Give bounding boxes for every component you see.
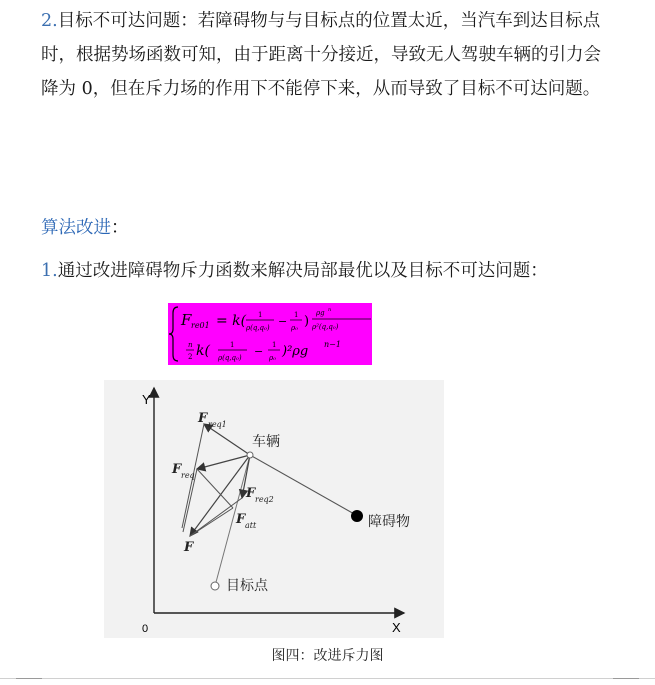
- coef-den: 2: [188, 353, 193, 361]
- obstacle-dot: [351, 510, 363, 522]
- label-f-req2-sub: req2: [255, 495, 274, 504]
- label-f-att-sub: att: [245, 521, 257, 530]
- y-axis-label: Y: [142, 392, 151, 407]
- point-text: 通过改进障碍物斥力函数来解决局部最优以及目标不可达问题：: [57, 261, 548, 281]
- label-f-req2: F: [246, 486, 256, 501]
- line2-frac1-den: ρ(q,q₀): [218, 354, 242, 362]
- minus-sign: −: [278, 315, 288, 328]
- parallelogram-side-4: [190, 508, 233, 536]
- paragraph-goal-unreachable: [41, 4, 611, 106]
- x-axis-label: X: [392, 620, 401, 635]
- line2-frac2-num: 1: [272, 341, 277, 349]
- frac1-den: ρ(q,q₀): [246, 324, 270, 332]
- line2-exp: n−1: [324, 340, 341, 349]
- formula-lhs-sub: re01: [191, 321, 210, 330]
- label-f-req1-sub: req1: [208, 420, 227, 429]
- improved-repulsion-diagram: [104, 380, 444, 638]
- label-f-req1: F: [198, 411, 208, 426]
- frac2-num: 1: [294, 311, 299, 319]
- diagram-svg: [104, 380, 444, 638]
- line2-frac1-num: 1: [230, 341, 235, 349]
- formula-brace: [169, 307, 178, 361]
- vehicle-label: 车辆: [252, 434, 280, 450]
- formula-eq: = k(: [216, 313, 247, 329]
- frac3-num: ρg: [316, 309, 325, 317]
- goal-point: [211, 582, 219, 590]
- label-f-att: F: [236, 512, 246, 527]
- coef-num: n: [188, 341, 193, 349]
- label-f-req-sub: req: [181, 471, 195, 480]
- heading-colon: ：: [111, 218, 129, 238]
- frac3-sup: n: [328, 307, 332, 313]
- repulsive-force-formula: [168, 303, 372, 365]
- point-number: 1.: [41, 261, 58, 281]
- parallelogram-side-3: [190, 498, 242, 536]
- page-bottom-border: [0, 678, 655, 679]
- label-f-total: F: [184, 540, 194, 555]
- heading-title: 算法改进: [41, 218, 111, 238]
- formula-lhs: F: [181, 311, 192, 329]
- improvement-point-1: [41, 257, 548, 282]
- vehicle-point: [247, 452, 253, 458]
- goal-label: 目标点: [226, 578, 268, 594]
- formula-svg: [168, 303, 372, 365]
- section-heading: [41, 214, 129, 239]
- paragraph-text: 目标不可达问题：若障碍物与与目标点的位置太近，当汽车到达目标点时，根据势场函数可知，由于距离十分接近，导致无人驾驶车辆的引力会降为 0，但在斥力场的作用下不能停下来，从而导致了目标不可达问题。: [41, 11, 601, 99]
- line2-frac2-den: ρ₀: [269, 354, 276, 362]
- vehicle-obstacle-line: [250, 455, 356, 515]
- paren-close: ): [304, 314, 310, 329]
- frac2-den: ρ₀: [291, 324, 298, 332]
- frac3-den: ρ²(q,q₀): [312, 323, 339, 331]
- origin-label: 0: [142, 623, 149, 635]
- paragraph-number: 2.: [41, 11, 58, 31]
- obstacle-label: 障碍物: [368, 514, 410, 530]
- label-f-req: F: [172, 462, 182, 477]
- line2-k: k(: [196, 343, 210, 359]
- line2-minus: −: [254, 345, 264, 358]
- frac1-num: 1: [258, 311, 263, 319]
- figure-caption: 图四：改进斥力图: [271, 648, 384, 664]
- line2-tail: )²ρg: [282, 344, 309, 359]
- arrow-f-req: [197, 455, 250, 469]
